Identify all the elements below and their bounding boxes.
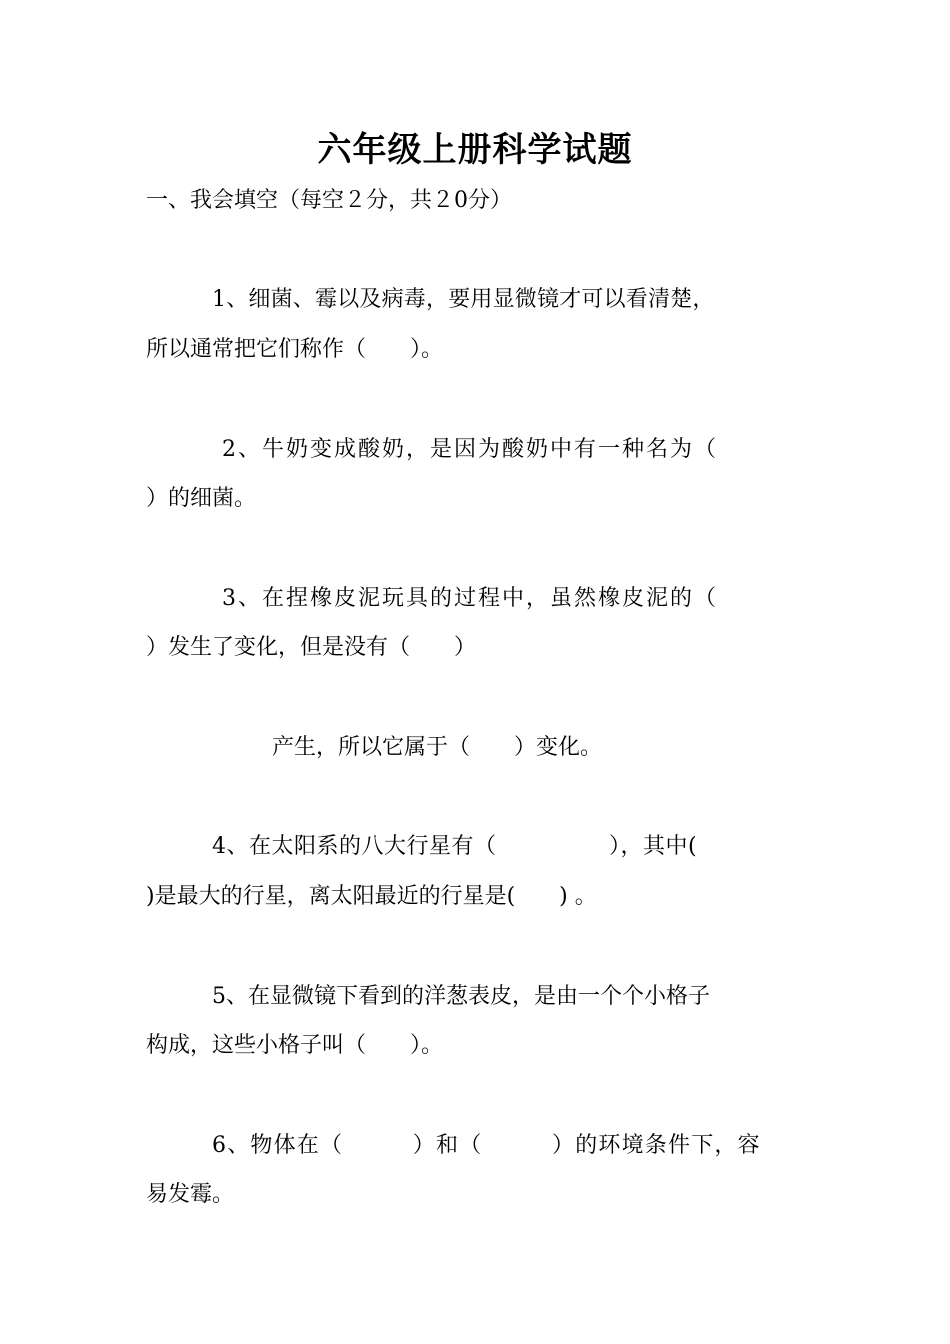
question-6-line-1: 6、物体在（ ）和（ ）的环境条件下，容 — [212, 1133, 761, 1158]
question-1-line-2: 所以通常把它们称作（ ）。 — [146, 337, 444, 362]
page-title: 六年级上册科学试题 — [317, 130, 633, 170]
question-2-line-2: ）的细菌。 — [146, 486, 257, 511]
question-5-line-1: 5、在显微镜下看到的洋葱表皮，是由一个个小格子 — [212, 984, 710, 1009]
question-4-line-1: 4、在太阳系的八大行星有（ ），其中( — [212, 834, 698, 859]
question-3-line-3: 产生，所以它属于（ ）变化。 — [272, 735, 603, 760]
section-heading: 一、我会填空（每空２分，共２0分） — [146, 188, 512, 213]
question-4-line-2: )是最大的行星，离太阳最近的行星是( ) 。 — [146, 884, 597, 909]
question-3-line-1: 3、在捏橡皮泥玩具的过程中，虽然橡皮泥的（ — [222, 586, 718, 611]
question-6-line-2: 易发霉。 — [146, 1182, 235, 1207]
question-5-line-2: 构成，这些小格子叫（ ）。 — [146, 1033, 444, 1058]
question-3-line-2: ）发生了变化，但是没有（ ） — [146, 635, 477, 660]
question-1-line-1: 1、细菌、霉以及病毒，要用显微镜才可以看清楚， — [212, 287, 715, 312]
question-2-line-1: 2、牛奶变成酸奶，是因为酸奶中有一种名为（ — [222, 437, 718, 462]
